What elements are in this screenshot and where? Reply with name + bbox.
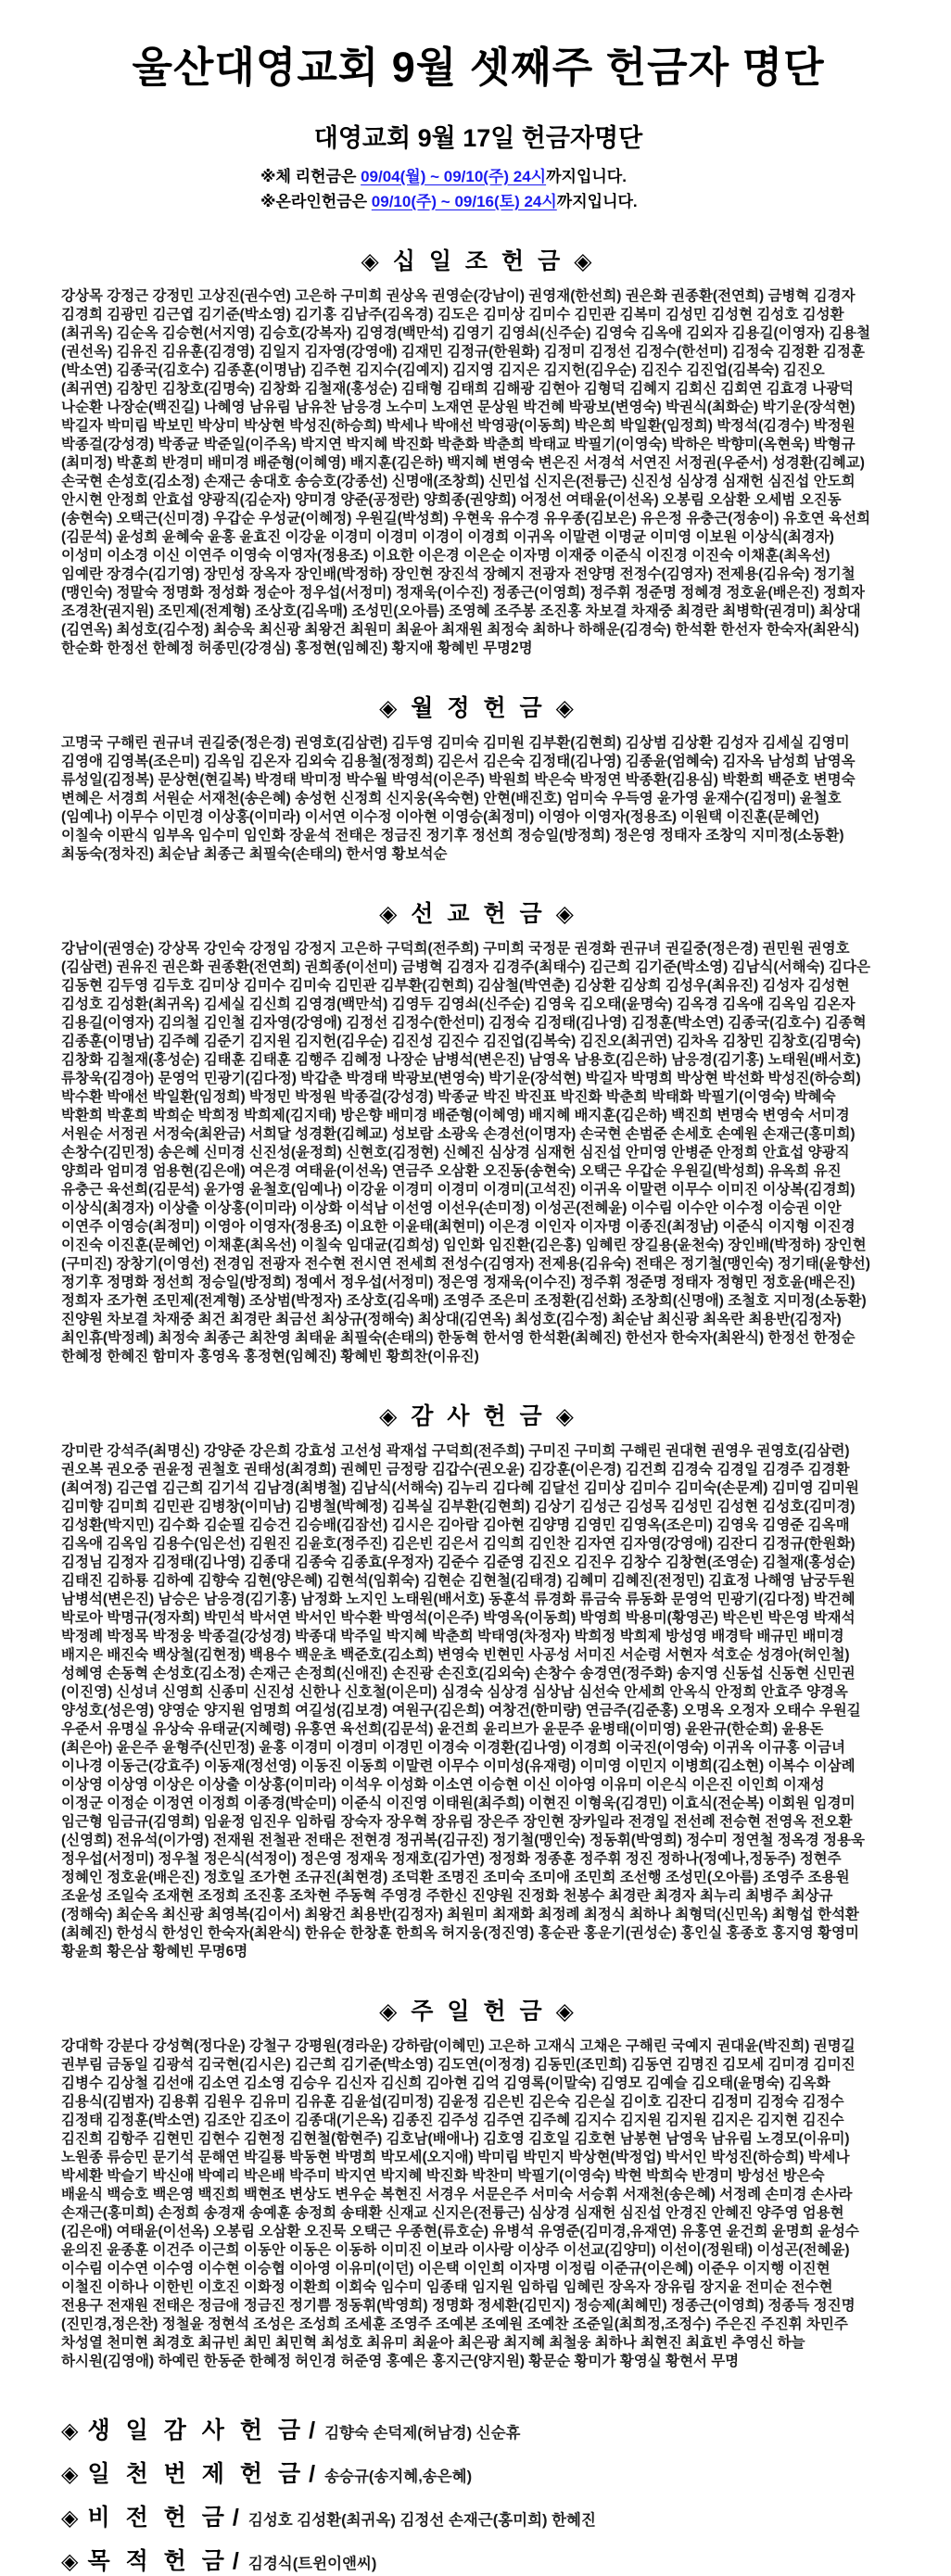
offering-sections	[61, 243, 895, 2371]
special-offering-names: 송승규(송지혜,송은혜)	[324, 2468, 473, 2485]
name-list-line: 류성일(김정복) 문상현(현길복) 박경태 박미정 박수월 박영석(이은주) 박원희 박은숙 박정연 박종환(김용심) 박환희 백준호 변명숙	[61, 772, 856, 788]
name-list-line: 우준서 유명실 유상숙 유태균(지혜령) 유홍연 육선희(김문석) 윤건희 윤리브가 윤문주 윤병태(이미영) 윤완규(한순희) 윤용돈	[61, 1721, 824, 1737]
name-list-line: (임예나) 이무수 이민경 이상홍(이미라) 이서연 이수정 이아현 이영승(최정미) 이영아 이영자(정용조) 이원택 이진훈(문혜언)	[61, 809, 819, 825]
diamond-bullet-icon: ◈	[61, 2418, 79, 2443]
offering-section	[61, 690, 895, 864]
notice-prefix: ※온라인헌금은	[260, 193, 372, 210]
name-list-line: 변혜은 서경희 서원순 서재천(송은혜) 송성헌 신정희 신지웅(옥숙현) 안현(배진호) 엄미숙 우득영 윤가영 윤재수(김정미) 윤철호	[61, 791, 842, 806]
name-list-line: 나순환 나장순(백진길) 나혜영 남유림 남유찬 남응경 노수미 노재연 문상원 박건혜 박광보(변영숙) 박권식(최화순) 박기운(장석현)	[61, 400, 856, 415]
name-list-line: 강남이(권영순) 강상목 강인숙 강정임 강정지 고은하 구덕희(전주희) 구미희 국정문 권경화 권규녀 권길중(정은경) 권민원 권영호	[61, 941, 850, 957]
offering-section	[61, 1398, 895, 1961]
name-list-line: 정우섭(서정미) 정우철 정은식(석정이) 정은영 정재욱 정재호(김가연) 정정화 정종훈 정주휘 정진 정하나(정예나,정동주) 정현주	[61, 1851, 842, 1867]
name-list-line: 김정님 김정자 김정태(김나영) 김종대 김종숙 김종효(우정자) 김준수 김준영 김진오 김진우 김창수 김창현(조영순) 김철재(홍성순)	[61, 1554, 856, 1570]
page-title: 울산대영교회 9월 셋째주 헌금자 명단	[132, 44, 825, 91]
name-list-line: 강대학 강분다 강성혁(정다운) 강철구 강평원(경라운) 강하람(이혜민) 고은하 고재식 고채은 구해린 국예지 권대윤(박진희) 권명길	[61, 2038, 856, 2054]
name-list-line: (진민경,정은찬) 정철윤 정현석 조성은 조성희 조세훈 조영주 조예본 조예원 조예찬 조준일(최희정,조정수) 주은진 주진휘 차민주	[61, 2316, 848, 2332]
section-title: ◈ 주 일 헌 금 ◈	[379, 1999, 577, 2024]
section-title: ◈ 십 일 조 헌 금 ◈	[361, 248, 596, 274]
special-offering-label: 비 전 헌 금	[87, 2505, 229, 2531]
name-list-line: (최귀연) 김창민 김창호(김명숙) 김창화 김철재(홍성순) 김태형 김태희 김해광 김현아 김형덕 김혜지 김회신 김회연 김효경 나광덕	[61, 381, 854, 397]
name-list-line: (맹인숙) 정말숙 정명화 정성화 정순아 정우섭(서정미) 정재욱(이수진) 정종근(이영희) 정주휘 정준명 정혜경 정호윤(배은진) 정희자	[61, 585, 865, 601]
name-list-line: 조경찬(권지원) 조민제(전계형) 조상호(김옥매) 조성민(오아름) 조영혜 조주봉 조진홍 차보결 차재중 최경란 최병학(권경미) 최상대	[61, 603, 861, 619]
name-list-line: 하시원(김영애) 하예린 한동준 한혜정 허인경 허준영 홍예은 홍지근(양지원) 황문순 황미가 황영실 황현서 무명	[61, 2354, 740, 2369]
special-offering-row	[61, 2412, 895, 2445]
name-list-line: 이나경 이동근(강효주) 이동재(정선영) 이동진 이동희 이말련 이무수 이미성(유재령) 이미영 이민지 이병희(김소현) 이복수 이삼례	[61, 1758, 856, 1774]
name-list-line: 정혜인 정호윤(배은진) 정호일 조가현 조규진(최현경) 조덕환 조명진 조미숙 조미애 조민희 조선행 조성민(오아름) 조영주 조용원	[61, 1870, 850, 1885]
name-list-line: 윤의진 윤종훈 이건주 이근희 이동안 이동은 이동하 이미진 이보라 이사랑 이상주 이선교(김양미) 이선이(정원태) 이성곤(전혜윤)	[61, 2242, 850, 2258]
name-list-line: 임예란 장경수(김기영) 장민성 장옥자 장인배(박정하) 장인현 장진석 장혜지 전광자 전양명 전정수(김영자) 전제용(김유숙) 정기철	[61, 566, 856, 582]
name-list-line: 손재근(홍미희) 손정희 송경재 송예훈 송정희 송태환 신재교 신지은(전륭근) 심상경 심재헌 심진섭 안경진 안혜진 양주영 엄용현	[61, 2205, 844, 2221]
name-list-line: 김태진 김하룡 김하예 김향숙 김현(양은혜) 김현석(임휘숙) 김현순 김현철(김태경) 김혜미 김혜진(전정민) 김효정 나해영 남궁두원	[61, 1573, 856, 1589]
name-list-line: (최귀옥) 김순옥 김승현(서지영) 김승호(강복자) 김영경(백만석) 김영기 김영쇠(신주순) 김영숙 김옥애 김외자 김용길(이영자) 김용철	[61, 325, 870, 341]
name-list-line: (구미진) 장창기(이영선) 전경임 전광자 전수현 전시연 전세희 전성수(김영자) 전제용(김유숙) 전태은 정기철(맹인숙) 정기태(윤향선)	[61, 1256, 870, 1272]
special-offering-label: 생 일 감 사 헌 금	[87, 2417, 306, 2443]
special-offering-names: 김성호 김성환(최귀옥) 김정선 손재근(홍미희) 한혜진	[247, 2512, 596, 2529]
special-offering-label: 목 적 헌 금	[87, 2548, 229, 2574]
name-list-line: (정해숙) 최순옥 최신광 최영복(김이서) 최왕건 최용반(김정자) 최원미 최재화 최정례 최정식 최하나 최형덕(신민옥) 최형섭 한석환	[61, 1907, 859, 1922]
name-list-line: (권선옥) 김유진 김유훈(김경영) 김일지 김자영(강영애) 김재민 김정규(한원화) 김정미 김정선 김정수(한선미) 김정숙 김정환 김정훈	[61, 344, 865, 360]
name-list-line: 박종걸(강성경) 박종균 박준일(이주옥) 박지연 박지혜 박진화 박춘화 박춘희 박태교 박필기(이영숙) 박하은 박향미(옥현욱) 박형규	[61, 437, 856, 452]
name-list-line: 이칠숙 이판식 임부옥 임수미 임인화 장윤석 전태은 정금진 정기후 정선희 정승일(방정희) 정은영 정태자 조창익 지미정(소동환)	[61, 828, 844, 844]
name-list-line: 정희자 조가현 조민제(전계형) 조상범(박정자) 조상호(김옥매) 조영주 조은미 조정환(김선화) 조창희(신명애) 조철호 지미정(소동환)	[61, 1293, 867, 1309]
section-title: ◈ 월 정 헌 금 ◈	[379, 695, 577, 721]
name-list-line: 정기후 정명화 정선희 정승일(방정희) 정예서 정우섭(서정미) 정은영 정재욱(이수진) 정주휘 정준명 정태자 정형민 정호윤(배은진)	[61, 1275, 856, 1290]
name-list-line: 이상영 이상영 이상은 이상출 이상홍(이미라) 이석우 이성화 이소연 이승현 이신 이아영 이유미 이은식 이은진 이인희 이재성	[61, 1777, 825, 1793]
notice-suffix: 까지입니다.	[556, 193, 638, 210]
name-list-line: 박환희 박훈희 박희순 박희정 박희제(김지태) 방은향 배미경 배준형(이혜영) 배지혜 배지훈(김은하) 백진희 변명숙 변영숙 서미경	[61, 1108, 850, 1123]
name-list-line: 이연주 이영승(최정미) 이영아 이영자(정용조) 이요한 이윤태(최현미) 이은경 이인자 이자명 이종진(최정남) 이준식 이지형 이진경	[61, 1219, 856, 1235]
diamond-bullet-icon: ◈	[61, 2549, 79, 2574]
page-subtitle: 대영교회 9월 17일 헌금자명단	[313, 124, 643, 152]
name-list-line: 이상식(최경자) 이상출 이상홍(이미라) 이상화 이석남 이선영 이선우(손미정) 이성곤(전혜윤) 이수림 이수안 이수정 이승권 이안	[61, 1200, 842, 1216]
name-list-line: 김영애 김영복(조은미) 김옥임 김온자 김외숙 김용철(정정희) 김은서 김은숙 김정태(김나영) 김종윤(엄혜숙) 김자옥 남성희 남영옥	[61, 754, 856, 769]
name-list-line: 강미란 강석주(최명신) 강양준 강은희 강효성 고선성 곽재섭 구덕희(전주희) 구미진 구미희 구해린 권대현 권영우 권영호(김삼련)	[61, 1443, 850, 1459]
name-list-line: (송현숙) 오택근(신미경) 우갑순 우성균(이혜정) 우원길(박성희) 우현욱 유수경 유우종(김보은) 유은정 유충근(정송이) 유호연 육선희	[61, 511, 870, 527]
name-list-line: 김진희 김항주 김현민 김현수 김현정 김현철(함현주) 김호남(배애나) 김호영 김호일 김호현 남봉현 남영욱 남유림 노경모(이유미)	[61, 2131, 850, 2147]
name-list-line: (김문석) 윤성희 윤혜숙 윤홍 윤효진 이강윤 이경미 이경미 이경이 이경희 이귀옥 이말련 이명균 이미영 이보원 이상식(최경자)	[61, 529, 834, 545]
offering-section	[61, 895, 895, 1366]
diamond-bullet-icon: ◈	[61, 2506, 79, 2531]
name-list-line: 김정태 김정훈(박소연) 김조안 김조이 김종대(기은옥) 김종진 김주성 김주연 김주혜 김지수 김지원 김지원 김지은 김지현 김진수	[61, 2113, 844, 2128]
name-list-line: 박정례 박정목 박정웅 박종걸(강성경) 박종대 박주일 박지혜 박춘희 박태영(차정자) 박희정 박희제 방성영 배경탁 배규민 배미경	[61, 1629, 844, 1644]
name-list-line: 남병석(변은진) 남승은 남응경(김기홍) 남정화 노지인 노태원(배서호) 동훈석 류경화 류금숙 류동화 문영억 민광기(김다정) 박건혜	[61, 1592, 856, 1607]
section-title: ◈ 선 교 헌 금 ◈	[379, 901, 577, 927]
notice-line	[260, 163, 696, 186]
name-list-line: 김경희 김광민 김근엽 김기준(박소영) 김기홍 김남주(김옥경) 김도은 김미상 김미수 김민관 김복미 김성민 김성현 김성호 김성환	[61, 307, 844, 323]
name-list-line: 권오복 권오중 권윤정 권철호 권태성(최경희) 권혜민 금정랑 김갑수(권오윤) 김강훈(이은경) 김건희 김경숙 김경일 김경주 김경환	[61, 1462, 850, 1478]
name-list-line: 진양원 차보결 차재중 최건 최경란 최금선 최상규(정해숙) 최상대(김연옥) 최성호(김수정) 최순남 최신광 최옥란 최용반(김정자)	[61, 1312, 842, 1327]
label-separator: /	[309, 2417, 316, 2443]
name-list-line: 이철진 이하나 이한빈 이호진 이화정 이환희 이회숙 임수미 임종태 임지원 임하림 임혜린 장옥자 장유림 장지윤 전미순 전수현	[61, 2279, 833, 2295]
label-separator: /	[232, 2548, 239, 2574]
name-list-line: 강상목 강정근 강정민 고상진(권수연) 고은하 구미희 권상옥 권영순(강남이) 권영재(한선희) 권은화 권종환(전연희) 금병혁 김경자	[61, 288, 856, 304]
special-offering-row	[61, 2455, 895, 2489]
label-separator: /	[309, 2461, 316, 2487]
name-list-line: 황윤희 황은삼 황혜빈 무명6명	[61, 1944, 248, 1960]
name-list-line: 김옥애 김옥임 김용수(임은선) 김원진 김윤호(정주진) 김은빈 김은서 김익희 김인찬 김자연 김자영(강영애) 김잔디 김정규(한원화)	[61, 1536, 856, 1552]
name-list-line: 김용길(이영자) 김의철 김인철 김자영(강영애) 김정선 김정수(한선미) 김정숙 김정태(김나영) 김정훈(박소연) 김종국(김호수) 김종혁	[61, 1015, 867, 1031]
name-list-line: 김창화 김철재(홍성순) 김태훈 김태훈 김행주 김혜정 나장순 남병석(변은진) 남영옥 남용호(김은하) 남응경(김기홍) 노태원(배서호)	[61, 1052, 861, 1068]
name-list-line: 성혜영 손동혁 손성호(김소정) 손재근 손정희(신애진) 손진광 손진호(김외숙) 손창수 송경연(정주화) 송지영 신동섭 신동현 신민권	[61, 1666, 856, 1681]
name-list-line: (최혜진) 한성식 한성인 한숙자(최완식) 한유순 한창훈 한희옥 허지웅(정진영) 홍순관 홍운기(권성순) 홍인실 홍종호 홍지영 황영미	[61, 1925, 859, 1941]
name-list-line: 안시현 안정희 안효섭 양광직(김순자) 양미경 양준(공정란) 양희종(권양희) 어정선 여태윤(이선옥) 오봉림 오삼환 오세범 오진동	[61, 492, 842, 508]
notice-block	[260, 163, 696, 211]
name-list-line: 김용식(김범자) 김용휘 김원우 김유미 김유훈 김윤섭(김미정) 김윤정 김은빈 김은숙 김은실 김이호 김잔디 김정미 김정숙 김정수	[61, 2094, 844, 2110]
special-offering-names: 김향숙 손덕제(허남경) 신순휴	[324, 2425, 521, 2442]
name-list-line: 서원순 서정권 서정숙(최완금) 서희달 성경환(김혜교) 성보람 소광욱 손경선(이명자) 손국현 손범준 손세호 손예원 손재근(홍미희)	[61, 1126, 856, 1142]
name-list-line: 노원종 류승민 문기석 문해연 박길룡 박동현 박명희 박모세(오지애) 박미림 박민지 박상현(박정업) 박서인 박성진(하승희) 박세나	[61, 2150, 850, 2165]
notice-date-range[interactable]: 09/04(월) ~ 09/10(주) 24시	[361, 168, 547, 185]
name-list-line: 김종훈(이명남) 김주혜 김준기 김지원 김지헌(김우순) 김진성 김진수 김진업(김복숙) 김진오(최귀연) 김차옥 김창민 김창호(김명숙)	[61, 1034, 861, 1049]
name-list-line: 최동숙(정차진) 최순남 최종근 최필숙(손태의) 한서영 황보석순	[61, 846, 448, 862]
name-list-line: (김은애) 여태윤(이선옥) 오봉림 오삼환 오진묵 오택근 우종현(류호순) 유병석 유영준(김미경,유재연) 유홍연 윤건희 윤명희 윤성수	[61, 2224, 859, 2240]
name-list-line: 조윤성 조일숙 조재현 조정희 조진홍 조차현 주동혁 주영경 주한신 진양원 진정화 천봉수 최경란 최경자 최누리 최병주 최상규	[61, 1888, 833, 1904]
name-list-line: 배윤식 백승호 백은영 백진희 백현조 변상도 변우순 복현진 서경우 서문은주 서미숙 서승휘 서재천(송은혜) 서정례 손미경 손사라	[61, 2187, 853, 2202]
name-list-line: (이진영) 신성녀 신영희 신종미 신진성 신한나 신호철(이은미) 심경숙 심상경 심상남 심선숙 안세희 안옥식 안정희 안효주 양경옥	[61, 1684, 848, 1700]
name-list-line: (최여정) 김근엽 김근희 김기석 김남경(최병철) 김남식(서해숙) 김누리 김다혜 김달선 김미상 김미수 김미숙(손문계) 김미영 김미원	[61, 1480, 859, 1496]
name-list-line: 양희라 엄미경 엄용현(김은애) 여은경 여태윤(이선옥) 연금주 오삼환 오진동(송현숙) 오택근 우갑순 우원길(박성희) 유옥희 유진	[61, 1163, 842, 1179]
name-list-line: (김연옥) 최성호(김수정) 최승욱 최신광 최왕건 최원미 최윤아 최재원 최정숙 최하나 하해운(김경숙) 한석환 한선자 한숙자(최완식)	[61, 622, 859, 638]
name-list-line: 한순화 한정선 한혜정 허종민(강경심) 홍정현(임혜진) 황지애 황혜빈 무명2명	[61, 641, 533, 656]
name-list-line: 박수환 박애선 박일환(임정희) 박정민 박정원 박종걸(강성경) 박종균 박진 박진표 박진화 박춘희 박태화 박필기(이영숙) 박혜숙	[61, 1089, 836, 1105]
name-list-line: 이수림 이수연 이수영 이수현 이승협 이아영 이유미(이던) 이은택 이인희 이자명 이정림 이준규(이은혜) 이준우 이지행 이진현	[61, 2261, 831, 2277]
name-list-line: 고명국 구해린 권규녀 권길중(정은경) 권영호(김삼련) 김두영 김미숙 김미원 김부환(김현희) 김상범 김상환 김성자 김세실 김영미	[61, 735, 850, 751]
special-offering-names: 김경식(트윈이앤씨)	[247, 2556, 377, 2572]
notice-date-range[interactable]: 09/10(주) ~ 09/16(토) 24시	[371, 193, 557, 210]
name-list-line: 손창수(김민정) 송은혜 신미경 신진성(윤정희) 신현호(김정현) 신혜진 심상경 심재헌 심진섭 안미영 안병준 안정희 안효섭 양광직	[61, 1145, 850, 1161]
name-list-line: 전용구 전재원 전태은 정금애 정금진 정기쁨 정동휘(박영희) 정명화 정세환(김민지) 정승제(최혜민) 정종근(이영희) 정종득 정진명	[61, 2298, 856, 2314]
name-list-line: 김성호 김성환(최귀옥) 김세실 김신희 김영경(백만석) 김영두 김영쇠(신주순) 김영욱 김오태(윤명숙) 김옥경 김옥애 김옥임 김온자	[61, 996, 856, 1012]
section-title: ◈ 감 사 헌 금 ◈	[379, 1403, 577, 1429]
name-list-line: 김미향 김미희 김민관 김병창(이미남) 김병철(박혜정) 김복실 김부환(김현희) 김상기 김성근 김성목 김성민 김성현 김성호(김미경)	[61, 1499, 856, 1515]
name-list-line: 김성환(박지민) 김수화 김순필 김승건 김승배(김잠선) 김시은 김아람 김아현 김양명 김영민 김영옥(조은미) 김영욱 김영준 김옥매	[61, 1517, 850, 1533]
name-list-line: 김동현 김두영 김두호 김미상 김미수 김미숙 김민관 김부환(김현희) 김삼철(박연춘) 김상환 김상희 김성우(최유진) 김성자 김성현	[61, 978, 850, 994]
name-list-line: 손국현 손성호(김소정) 손재근 송대호 송승호(강종선) 신명애(조창희) 신민섭 신지은(전륭근) 신진성 심상경 심재헌 심진섭 안도희	[61, 474, 856, 489]
notice-prefix: ※체 리헌금은	[260, 168, 361, 185]
name-list-line: 임근형 임금규(김영희) 임윤정 임진우 임하림 장숙자 장우혁 장유림 장은주 장인현 장카일라 전경일 전선례 전승현 전영옥 전오환	[61, 1814, 853, 1830]
label-separator: /	[232, 2505, 239, 2531]
diamond-bullet-icon: ◈	[61, 2462, 79, 2487]
name-list-line: 이성미 이소경 이신 이연주 이영숙 이영자(정용조) 이요한 이은경 이은순 이자명 이재중 이준식 이진경 이진숙 이채훈(최옥선)	[61, 548, 831, 564]
name-list-line: 박길자 박미림 박보민 박상미 박상현 박성진(하승희) 박세나 박애선 박영광(이동희) 박은희 박일환(임정희) 박정석(김경수) 박정원	[61, 418, 856, 434]
special-offering-row	[61, 2499, 895, 2532]
notice-line	[260, 188, 696, 211]
name-list-line: 이정군 이정순 이정연 이정희 이종경(박순미) 이준식 이진영 이태원(최주희) 이현진 이형욱(김경민) 이효식(전순복) 이회원 임경미	[61, 1796, 856, 1811]
name-list-line: 차성열 천미현 최경호 최규빈 최민 최민혁 최성호 최유미 최윤아 최은광 최지혜 최철웅 최하나 최현진 최효빈 추영신 하늘	[61, 2335, 805, 2351]
name-list-line: 권부림 금동일 김광석 김국현(김시은) 김근희 김기준(박소영) 김도연(이정경) 김동민(조민희) 김동연 김명진 김모세 김미경 김미진	[61, 2057, 856, 2073]
name-list-line: (김삼련) 권유진 권은화 권종환(전연희) 권희종(이선미) 금병혁 김경자 김경주(최태수) 김근희 김기준(박소영) 김남식(서해숙) 김다은	[61, 959, 870, 975]
offering-section	[61, 1993, 895, 2371]
special-offering-label: 일 천 번 제 헌 금	[87, 2461, 306, 2487]
name-list-line: (최미정) 박훈희 반경미 배미경 배준형(이혜영) 배지훈(김은하) 백지혜 변영숙 변은진 서경석 서연진 서정권(우준서) 성경환(김혜교)	[61, 455, 865, 471]
name-list-line: 박로아 박명규(정자희) 박민석 박서연 박서인 박수환 박영석(이은주) 박영옥(이동희) 박영희 박용미(황영곤) 박은빈 박은영 박재석	[61, 1610, 856, 1626]
name-list-line: (박소연) 김종국(김호수) 김종훈(이명남) 김주현 김지수(김예지) 김지영 김지은 김지헌(김우순) 김진수 김진업(김복숙) 김진오	[61, 362, 825, 378]
name-list-line: (최은아) 윤은주 윤형주(신민정) 윤홍 이경미 이경미 이경민 이경숙 이경환(김나영) 이경희 이국진(이영숙) 이귀옥 이규홍 이금녀	[61, 1740, 845, 1756]
name-list-line: (신영희) 전유석(이가영) 전재원 전철관 전태은 전현경 정귀복(김규진) 정기철(맹인숙) 정동휘(박영희) 정수미 정연철 정옥경 정용욱	[61, 1833, 865, 1848]
name-list-line: 배지은 배진숙 백상철(김현정) 백용수 백운초 백준호(김소희) 변영숙 빈현민 사공성 서미진 서순령 서현자 석호순 성경아(허인철)	[61, 1647, 850, 1663]
name-list-line: 최인휴(박정례) 최정숙 최종근 최찬영 최태윤 최필숙(손태의) 한동혁 한서영 한석환(최혜진) 한선자 한숙자(최완식) 한정선 한정순	[61, 1330, 856, 1346]
offering-section	[61, 243, 895, 658]
name-list-line: 류창욱(김경아) 문영억 민광기(김다정) 박갑춘 박경태 박광보(변영숙) 박기운(장석현) 박길자 박명희 박상현 박선화 박성진(하승희)	[61, 1071, 861, 1086]
name-list-line: 한혜정 한혜진 함미자 홍영옥 홍정현(임혜진) 황혜빈 황희찬(이유진)	[61, 1349, 479, 1364]
special-offerings-footer	[61, 2412, 895, 2576]
name-list-line: 유충근 육선희(김문석) 윤가영 윤철호(임예나) 이강윤 이경미 이경미 이경미(고석진) 이귀옥 이말련 이무수 이미진 이상복(김경희)	[61, 1182, 856, 1198]
special-offering-row	[61, 2543, 895, 2576]
name-list-line: 이진숙 이진훈(문혜언) 이채훈(최옥선) 이칠숙 임대균(김희성) 임인화 임진환(김은홍) 임혜린 장길용(윤천숙) 장인배(박정하) 장인현	[61, 1237, 867, 1253]
notice-suffix: 까지입니다.	[546, 168, 627, 185]
name-list-line: 김병수 김상철 김선애 김소연 김소영 김승우 김신자 김신희 김아현 김억 김영록(이말숙) 김영모 김예슬 김오태(윤명숙) 김옥화	[61, 2075, 831, 2091]
name-list-line: 양성호(성은영) 양영순 양지원 엄명희 여길성(김보경) 여원구(김은희) 여창건(한미량) 연금주(김준홍) 오명옥 오정자 오태수 우원길	[61, 1703, 861, 1719]
name-list-line: 박세환 박슬기 박신애 박예리 박은배 박주미 박지연 박지혜 박진화 박찬미 박필기(이영숙) 박현 박희숙 반경미 방성선 방은숙	[61, 2168, 825, 2184]
